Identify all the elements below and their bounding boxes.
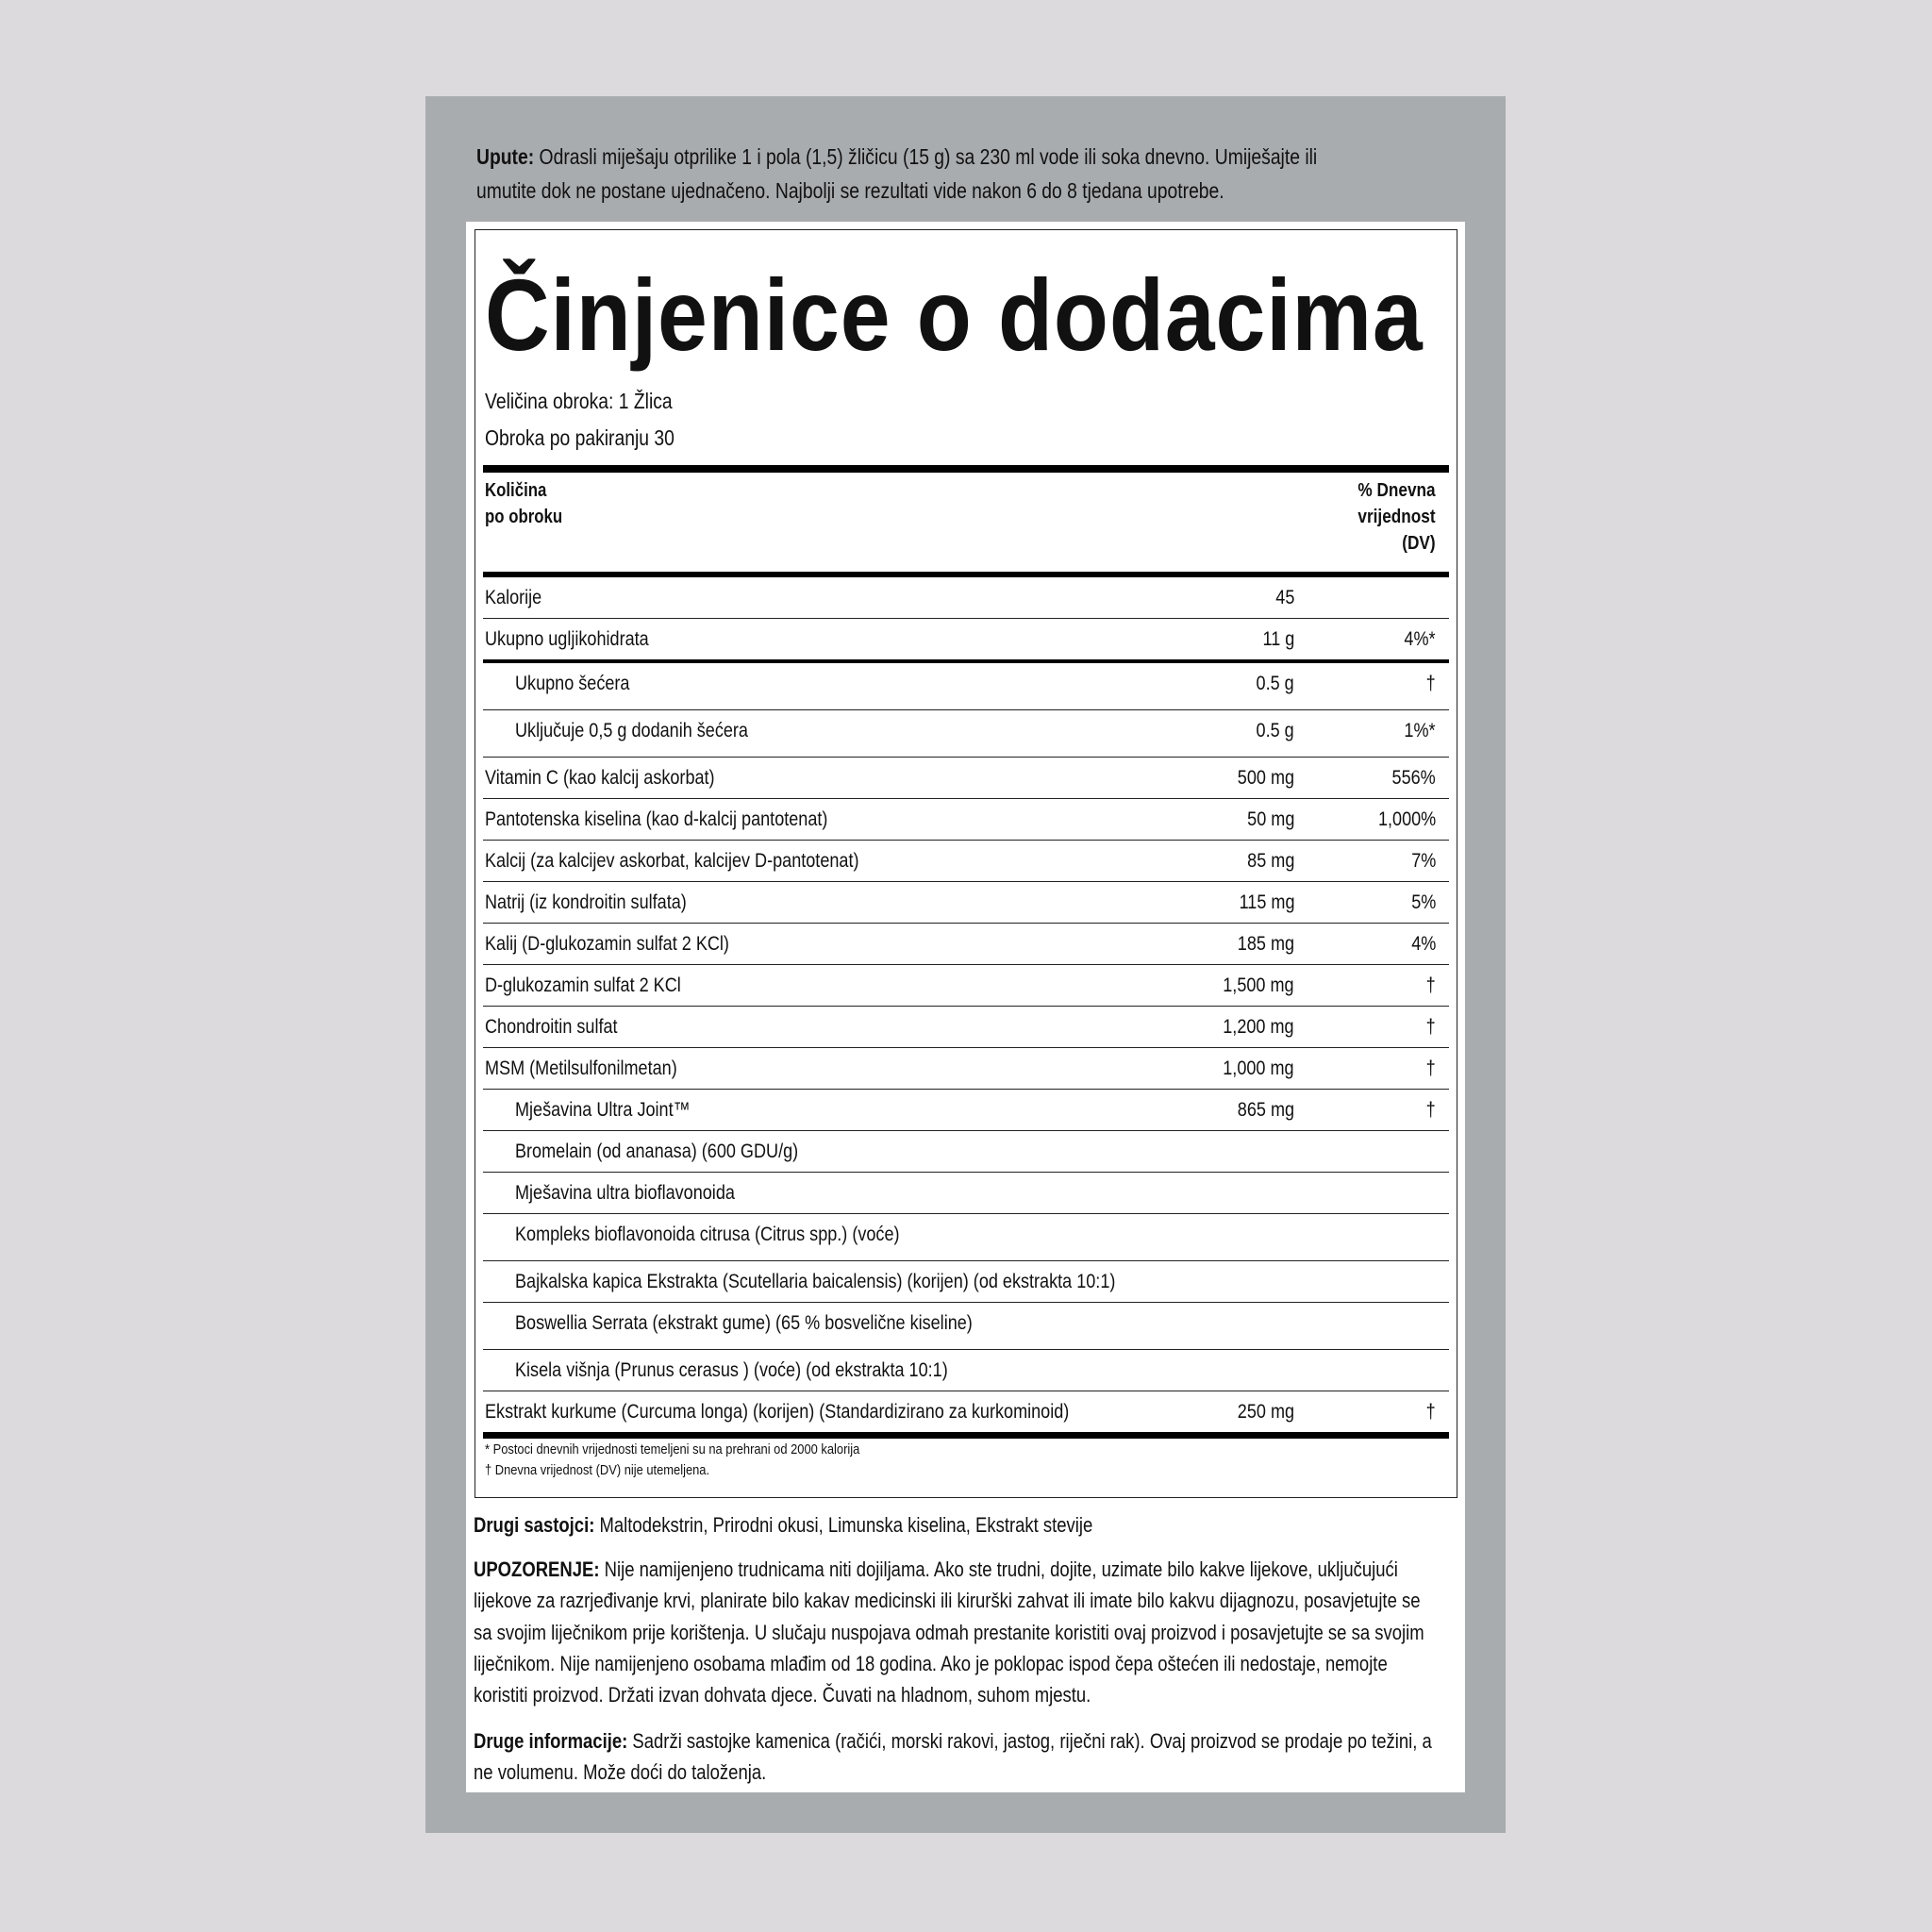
directions-line: Odrasli miješaju otprilike 1 i pola (1,5) žličicu (15 g) sa 230 ml vode ili soka dnevno. Umiješajte ili <box>539 144 1318 169</box>
row-dv: † <box>1425 1099 1436 1121</box>
servings-per-container: Obroka po pakiranju 30 <box>485 425 675 450</box>
serving-size: Veličina obroka: 1 Žlica <box>485 389 673 413</box>
row-dv: 4% <box>1410 933 1436 955</box>
row-name: Kompleks bioflavonoida citrusa (Citrus spp.) (voće) <box>515 1224 900 1245</box>
row-amount: 865 mg <box>1237 1099 1294 1121</box>
row-name: Chondroitin sulfat <box>485 1016 618 1038</box>
header-amount: po obroku <box>485 507 563 527</box>
row-amount: 500 mg <box>1237 767 1294 789</box>
row-dv: † <box>1425 974 1436 996</box>
row-name: Kisela višnja (Prunus cerasus ) (voće) (od ekstrakta 10:1) <box>515 1359 948 1381</box>
row-name: MSM (Metilsulfonilmetan) <box>485 1058 677 1079</box>
table-row <box>483 1261 1449 1303</box>
warning <box>474 1554 1441 1710</box>
table-row <box>483 841 1449 882</box>
row-dv: 4%* <box>1404 628 1436 650</box>
table-row <box>483 1391 1449 1432</box>
footnote: † Dnevna vrijednost (DV) nije utemeljena. <box>485 1462 710 1478</box>
row-name: Ukupno šećera <box>515 673 630 694</box>
row-amount: 45 <box>1274 587 1294 608</box>
footnote: * Postoci dnevnih vrijednosti temeljeni su na prehrani od 2000 kalorija <box>485 1441 860 1457</box>
warning-label: UPOZORENJE: <box>474 1557 600 1581</box>
directions <box>476 140 1608 208</box>
row-name: Bajkalska kapica Ekstrakta (Scutellaria baicalensis) (korijen) (od ekstrakta 10:1) <box>515 1271 1116 1292</box>
row-dv: † <box>1425 1058 1436 1079</box>
row-name: Vitamin C (kao kalcij askorbat) <box>485 767 715 789</box>
row-dv: † <box>1425 1016 1436 1038</box>
row-name: Kalcij (za kalcijev askorbat, kalcijev D-pantotenat) <box>485 850 859 872</box>
divider <box>483 465 1449 473</box>
table-row <box>483 799 1449 841</box>
row-amount: 85 mg <box>1246 850 1294 872</box>
row-name: Pantotenska kiselina (kao d-kalcij pantotenat) <box>485 808 828 830</box>
row-name: Natrij (iz kondroitin sulfata) <box>485 891 687 913</box>
directions-line: umutite dok ne postane ujednačeno. Najbolji se rezultati vide nakon 6 do 8 tjedana upotrebe. <box>476 178 1224 203</box>
row-name: Ukupno ugljikohidrata <box>485 628 649 650</box>
table-row <box>483 1350 1449 1391</box>
row-amount: 0.5 g <box>1256 720 1294 741</box>
row-amount: 250 mg <box>1237 1401 1294 1423</box>
table-row <box>483 1173 1449 1214</box>
row-amount: 1,200 mg <box>1223 1016 1294 1038</box>
supplement-facts-box <box>475 229 1457 1498</box>
row-name: Mješavina ultra bioflavonoida <box>515 1182 735 1204</box>
other-info <box>474 1725 1441 1789</box>
header-amount: Količina <box>485 480 547 501</box>
warning-text: Nije namijenjeno trudnicama niti dojiljama. Ako ste trudni, dojite, uzimate bilo kakve lijekove, uključujući lijekove za razrjeđivanje krvi, planirate bilo kakav medicinski ili kirurški zahvat ili imate bilo kakvu dijagnozu, posavjetujte se sa svojim liječnikom prije korištenja. U slučaju nuspojava odmah prestanite koristiti ovaj proizvod i posavjetujte se sa svojim liječnikom. Nije namijenjeno osobama mlađim od 18 godina. Ako je poklopac ispod čepa oštećen ili nedostaje, nemojte koristiti proizvod. Držati izvan dohvata djece. Čuvati na hladnom, suhom mjestu. <box>474 1557 1424 1707</box>
table-row <box>483 1090 1449 1131</box>
table-row <box>483 1303 1449 1350</box>
other-info-text: Sadrži sastojke kamenica (račići, morski rakovi, jastog, riječni rak). Ovaj proizvod se prodaje po težini, a ne volumenu. Može doći do taloženja. <box>474 1729 1432 1785</box>
other-ingredients-label: Drugi sastojci: <box>474 1513 595 1537</box>
table-row <box>483 619 1449 663</box>
other-ingredients-text: Maltodekstrin, Prirodni okusi, Limunska kiselina, Ekstrakt stevije <box>599 1513 1093 1537</box>
row-amount: 11 g <box>1262 628 1294 650</box>
other-ingredients <box>474 1509 1441 1541</box>
table-row <box>483 882 1449 924</box>
row-dv: 1,000% <box>1377 808 1436 830</box>
table-row <box>483 965 1449 1007</box>
header-dv: (DV) <box>1402 533 1436 554</box>
page-title: Činjenice o dodacima <box>485 258 1424 372</box>
row-name: Mješavina Ultra Joint™ <box>515 1099 691 1121</box>
table-row <box>483 758 1449 799</box>
header-dv: % Dnevna <box>1357 480 1436 501</box>
row-amount: 0.5 g <box>1256 673 1294 694</box>
row-name: Kalij (D-glukozamin sulfat 2 KCl) <box>485 933 729 955</box>
row-dv: 5% <box>1410 891 1436 913</box>
table-row <box>483 1131 1449 1173</box>
row-name: Boswellia Serrata (ekstrakt gume) (65 % bosvelične kiseline) <box>515 1312 973 1334</box>
table-row <box>483 1048 1449 1090</box>
directions-label: Upute: <box>476 144 535 169</box>
header-dv: vrijednost <box>1357 507 1436 527</box>
table-row <box>483 577 1449 619</box>
row-dv: † <box>1425 1401 1436 1423</box>
row-amount: 1,500 mg <box>1223 974 1294 996</box>
row-dv: † <box>1425 673 1436 694</box>
table-header <box>483 477 1449 572</box>
row-amount: 185 mg <box>1237 933 1294 955</box>
row-amount: 1,000 mg <box>1223 1058 1294 1079</box>
row-name: D-glukozamin sulfat 2 KCl <box>485 974 681 996</box>
row-name: Kalorije <box>485 587 542 608</box>
row-dv: 556% <box>1391 767 1436 789</box>
table-row <box>483 924 1449 965</box>
table-row <box>483 710 1449 758</box>
table-row <box>483 1214 1449 1261</box>
row-dv: 7% <box>1410 850 1436 872</box>
table-row <box>483 1007 1449 1048</box>
row-dv: 1%* <box>1404 720 1436 741</box>
row-amount: 50 mg <box>1246 808 1294 830</box>
table-row <box>483 663 1449 710</box>
row-name: Ekstrakt kurkume (Curcuma longa) (korijen) (Standardizirano za kurkominoid) <box>485 1401 1070 1423</box>
other-info-label: Druge informacije: <box>474 1729 628 1753</box>
facts-table <box>483 572 1449 1439</box>
row-name: Bromelain (od ananasa) (600 GDU/g) <box>515 1141 799 1162</box>
row-name: Uključuje 0,5 g dodanih šećera <box>515 720 748 741</box>
row-amount: 115 mg <box>1239 891 1294 913</box>
